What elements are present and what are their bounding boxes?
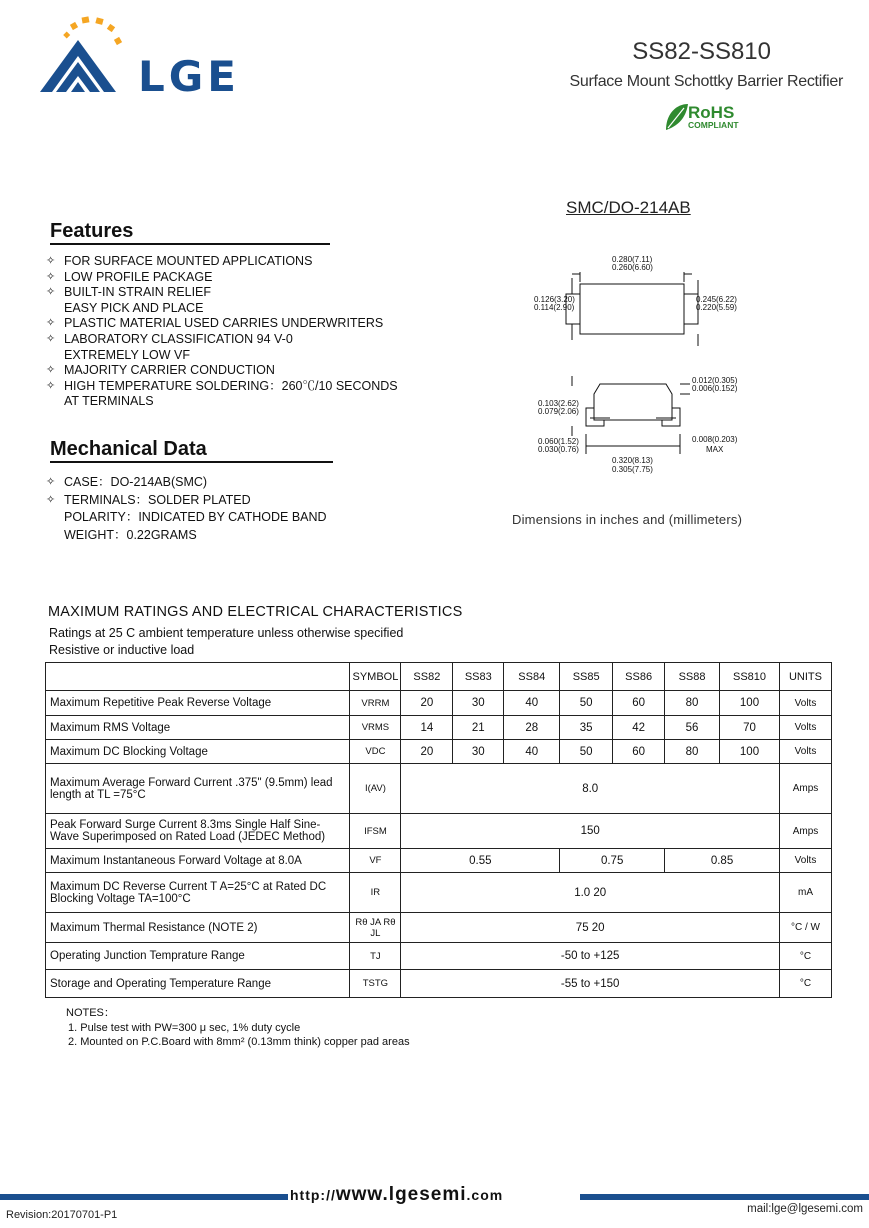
features-item-text: HIGH TEMPERATURE SOLDERING：260℃/10 SECONDS <box>64 378 398 393</box>
dim-total-width-1: 0.320(8.13) <box>612 456 653 465</box>
table-row <box>46 740 832 764</box>
features-item <box>46 348 398 364</box>
features-item-text: MAJORITY CARRIER CONDUCTION <box>64 363 275 378</box>
value-cell: -50 to +125 <box>401 943 780 970</box>
unit-cell: mA <box>779 873 831 913</box>
dim-left-height-2: 0.114(2.90) <box>534 303 575 312</box>
ratings-title: MAXIMUM RATINGS AND ELECTRICAL CHARACTERISTICS <box>48 604 463 620</box>
revision-label: Revision:20170701-P1 <box>6 1209 118 1221</box>
features-item <box>46 301 398 317</box>
header-cell: SS84 <box>504 663 560 691</box>
url-prefix: http:// <box>290 1187 336 1203</box>
diamond-bullet-icon: ✧ <box>46 255 56 267</box>
notes-label: NOTES： <box>66 1007 115 1019</box>
url-main: www.lgesemi <box>335 1184 467 1205</box>
mechanical-item-text: CASE：DO-214AB(SMC) <box>64 475 208 489</box>
diamond-bullet-icon: ✧ <box>46 286 56 299</box>
value-cell: 50 <box>560 691 613 716</box>
logo-mark <box>38 16 253 96</box>
unit-cell: Amps <box>779 764 831 814</box>
symbol-cell: IFSM <box>350 814 401 849</box>
features-item <box>46 316 398 332</box>
diamond-bullet-icon: ✧ <box>46 332 56 345</box>
dim-lead-thickness-2: 0.006(0.152) <box>692 384 738 393</box>
footer-website[interactable] <box>290 1184 503 1206</box>
symbol-cell: VRRM <box>350 691 401 716</box>
symbol-cell: IR <box>350 873 401 913</box>
value-cell: 70 <box>720 716 780 740</box>
table-row <box>46 873 832 913</box>
header-cell: SS88 <box>665 663 720 691</box>
dim-standoff-2: MAX <box>706 445 724 454</box>
value-cell: 30 <box>453 740 504 764</box>
header-cell: UNITS <box>779 663 831 691</box>
value-cell: 8.0 <box>401 764 780 814</box>
diamond-bullet-icon: ✧ <box>46 379 56 392</box>
note-1: 1. Pulse test with PW=300 μ sec, 1% duty cycle <box>68 1021 301 1034</box>
features-item <box>46 332 398 348</box>
features-item <box>46 285 398 301</box>
dim-left-height-1: 0.126(3.20) <box>534 295 575 304</box>
features-item-text: LABORATORY CLASSIFICATION 94 V-0 <box>64 331 293 346</box>
features-item-text: FOR SURFACE MOUNTED APPLICATIONS <box>64 254 313 268</box>
dim-lead-thickness-1: 0.012(0.305) <box>692 376 738 385</box>
features-list <box>46 254 398 410</box>
table-row <box>46 691 832 716</box>
part-number-title: SS82-SS810 <box>632 38 771 65</box>
value-cell: 75 20 <box>401 913 780 943</box>
param-cell: Maximum Thermal Resistance (NOTE 2) <box>46 913 350 943</box>
footer-bar-right <box>580 1194 869 1200</box>
rohs-sub-text: COMPLIANT <box>688 120 739 130</box>
param-cell: Maximum Instantaneous Forward Voltage at 8.0A <box>46 849 350 873</box>
diamond-bullet-icon <box>46 348 64 364</box>
features-item <box>46 363 398 379</box>
value-cell: 80 <box>665 691 720 716</box>
dim-body-height-2: 0.079(2.06) <box>538 407 579 416</box>
unit-cell: Volts <box>779 740 831 764</box>
notes-block <box>66 1006 410 1050</box>
mechanical-heading: Mechanical Data <box>50 438 333 463</box>
unit-cell: °C / W <box>779 913 831 943</box>
unit-cell: Volts <box>779 716 831 740</box>
diamond-bullet-icon: ✧ <box>46 317 56 330</box>
table-row <box>46 814 832 849</box>
ratings-subtitle-2: Resistive or inductive load <box>49 643 195 657</box>
header-cell: SS85 <box>560 663 613 691</box>
table-row <box>46 849 832 873</box>
unit-cell: Volts <box>779 849 831 873</box>
ratings-table <box>45 662 832 998</box>
footer-bar-left <box>0 1194 288 1200</box>
diamond-bullet-icon <box>46 301 64 317</box>
diamond-bullet-icon: ✧ <box>46 270 56 283</box>
unit-cell: Volts <box>779 691 831 716</box>
diamond-bullet-icon: ✧ <box>46 493 56 506</box>
value-cell: 50 <box>560 740 613 764</box>
diamond-bullet-icon: ✧ <box>46 364 56 377</box>
diamond-bullet-icon <box>46 509 64 527</box>
dimension-note: Dimensions in inches and (millimeters) <box>512 512 743 527</box>
symbol-cell: VDC <box>350 740 401 764</box>
diamond-bullet-icon <box>46 394 64 410</box>
features-item <box>46 394 398 410</box>
features-item-text: AT TERMINALS <box>64 394 154 409</box>
dim-lead-length-1: 0.060(1.52) <box>538 437 579 446</box>
value-cell: 30 <box>453 691 504 716</box>
product-subtitle: Surface Mount Schottky Barrier Rectifier <box>569 73 843 90</box>
value-cell: 21 <box>453 716 504 740</box>
value-cell: 42 <box>613 716 665 740</box>
note-2: 2. Mounted on P.C.Board with 8mm² (0.13mm think) copper pad areas <box>68 1036 410 1048</box>
value-cell: 100 <box>720 740 780 764</box>
company-logo <box>38 16 253 96</box>
diamond-bullet-icon: ✧ <box>46 476 56 488</box>
package-dimension-drawing <box>530 250 760 480</box>
features-item-text: EASY PICK AND PLACE <box>64 300 204 315</box>
symbol-cell: VRMS <box>350 716 401 740</box>
rohs-main-text: RoHS <box>688 103 735 122</box>
symbol-cell: VF <box>350 849 401 873</box>
value-cell: 56 <box>665 716 720 740</box>
param-cell: Storage and Operating Temperature Range <box>46 970 350 998</box>
mechanical-list <box>46 474 327 544</box>
value-cell: 40 <box>504 740 560 764</box>
header-cell: SS86 <box>613 663 665 691</box>
value-cell: -55 to +150 <box>401 970 780 998</box>
rohs-badge <box>662 100 762 132</box>
unit-cell: Amps <box>779 814 831 849</box>
value-cell: 100 <box>720 691 780 716</box>
ratings-subtitle-1: Ratings at 25 C ambient temperature unless otherwise specified <box>49 626 404 640</box>
dim-body-height-1: 0.103(2.62) <box>538 399 579 408</box>
dim-top-width-1: 0.280(7.11) <box>612 255 653 264</box>
param-cell: Maximum Average Forward Current .375" (9.5mm) lead length at TL =75°C <box>46 764 350 814</box>
package-title: SMC/DO-214AB <box>566 198 691 217</box>
header-cell: SS83 <box>453 663 504 691</box>
dim-total-width-2: 0.305(7.75) <box>612 465 653 474</box>
symbol-cell: Rθ JA Rθ JL <box>350 913 401 943</box>
table-row <box>46 764 832 814</box>
value-cell: 60 <box>613 740 665 764</box>
features-item-text: LOW PROFILE PACKAGE <box>64 269 213 284</box>
param-cell: Maximum Repetitive Peak Reverse Voltage <box>46 691 350 716</box>
mechanical-item <box>46 492 327 510</box>
mechanical-item-text: WEIGHT：0.22GRAMS <box>64 527 197 542</box>
table-row <box>46 943 832 970</box>
symbol-cell: I(AV) <box>350 764 401 814</box>
unit-cell: °C <box>779 943 831 970</box>
diamond-bullet-icon <box>46 527 64 545</box>
param-cell: Maximum DC Reverse Current T A=25°C at Rated DC Blocking Voltage TA=100°C <box>46 873 350 913</box>
header-cell: SS810 <box>720 663 780 691</box>
value-cell: 28 <box>504 716 560 740</box>
footer-email[interactable]: mail:lge@lgesemi.com <box>747 1203 863 1215</box>
url-suffix: .com <box>466 1187 504 1203</box>
value-cell: 80 <box>665 740 720 764</box>
header-cell: SYMBOL <box>350 663 401 691</box>
param-cell: Maximum RMS Voltage <box>46 716 350 740</box>
features-item-text: EXTREMELY LOW VF <box>64 347 190 362</box>
value-cell: 40 <box>504 691 560 716</box>
table-row <box>46 913 832 943</box>
mechanical-item <box>46 474 327 492</box>
mechanical-item <box>46 527 327 545</box>
value-cell: 1.0 20 <box>401 873 780 913</box>
dim-right-height-2: 0.220(5.59) <box>696 303 737 312</box>
symbol-cell: TSTG <box>350 970 401 998</box>
features-heading: Features <box>50 220 330 245</box>
dim-lead-length-2: 0.030(0.76) <box>538 445 579 454</box>
table-header-row <box>46 663 832 691</box>
features-item-text: PLASTIC MATERIAL USED CARRIES UNDERWRITERS <box>64 316 384 331</box>
value-cell: 0.75 <box>560 849 665 873</box>
header-blank-cell <box>46 663 350 691</box>
dim-top-width-2: 0.260(6.60) <box>612 263 653 272</box>
features-item <box>46 254 398 270</box>
table-row <box>46 716 832 740</box>
logo-text: LGE <box>138 52 240 96</box>
features-item <box>46 270 398 286</box>
param-cell: Operating Junction Temprature Range <box>46 943 350 970</box>
param-cell: Peak Forward Surge Current 8.3ms Single Half Sine-Wave Superimposed on Rated Load (JEDEC Method) <box>46 814 350 849</box>
table-row <box>46 970 832 998</box>
dim-right-height-1: 0.245(6.22) <box>696 295 737 304</box>
symbol-cell: TJ <box>350 943 401 970</box>
features-item <box>46 379 398 395</box>
mechanical-item-text: TERMINALS：SOLDER PLATED <box>64 492 251 507</box>
value-cell: 20 <box>401 740 453 764</box>
value-cell: 60 <box>613 691 665 716</box>
header-cell: SS82 <box>401 663 453 691</box>
mechanical-item <box>46 509 327 527</box>
value-cell: 35 <box>560 716 613 740</box>
unit-cell: °C <box>779 970 831 998</box>
value-cell: 0.55 <box>401 849 560 873</box>
value-cell: 150 <box>401 814 780 849</box>
features-item-text: BUILT-IN STRAIN RELIEF <box>64 285 212 300</box>
value-cell: 0.85 <box>665 849 780 873</box>
value-cell: 20 <box>401 691 453 716</box>
value-cell: 14 <box>401 716 453 740</box>
mechanical-item-text: POLARITY：INDICATED BY CATHODE BAND <box>64 510 327 524</box>
param-cell: Maximum DC Blocking Voltage <box>46 740 350 764</box>
dim-standoff-1: 0.008(0.203) <box>692 435 738 444</box>
